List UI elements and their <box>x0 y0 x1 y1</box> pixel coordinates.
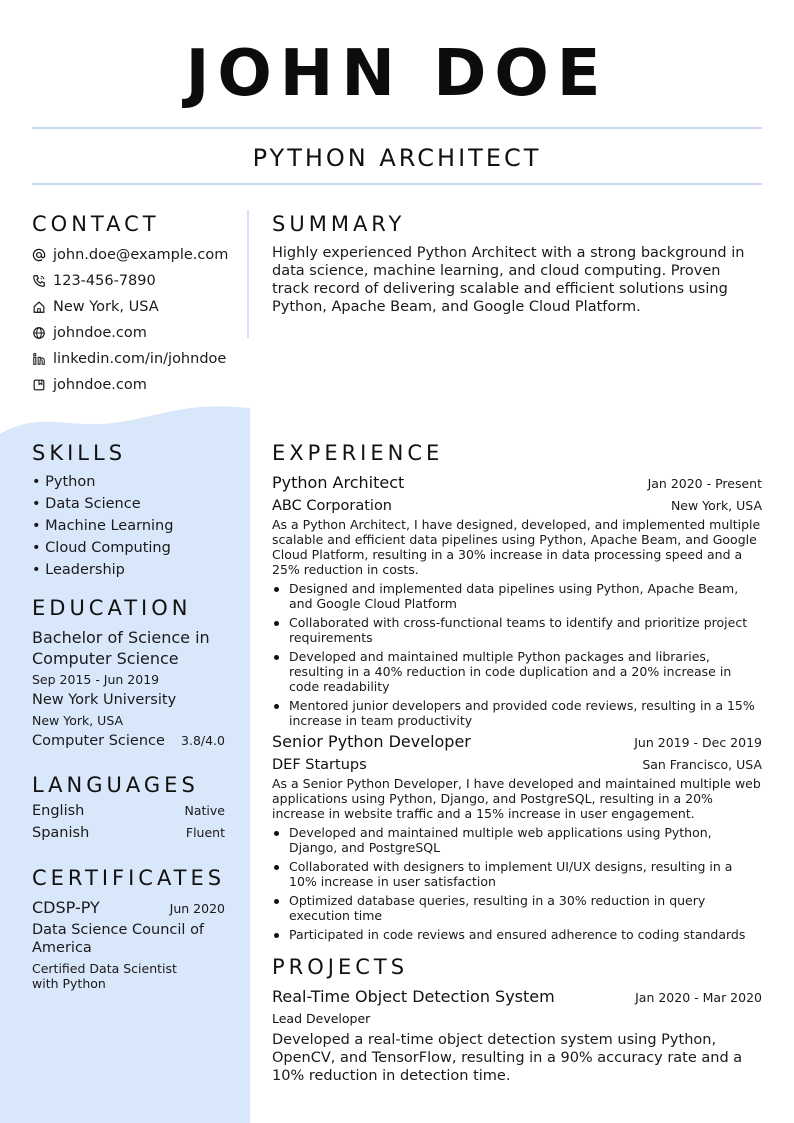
job-bullet: Developed and maintained multiple web applications using Python, Django, and PostgreSQL <box>272 825 762 855</box>
skills-list <box>32 471 242 581</box>
summary-heading: SUMMARY <box>272 212 406 236</box>
project-description: Developed a real-time object detection system using Python, OpenCV, and TensorFlow, resulting in a 90% accuracy rate and a 10% reduction in detection time. <box>272 1032 743 1084</box>
contact-website-text: johndoe.com <box>53 325 147 341</box>
contact-phone[interactable] <box>32 268 242 294</box>
job-header <box>272 472 762 494</box>
contact-portfolio[interactable] <box>32 372 242 398</box>
education-entry <box>32 627 225 749</box>
education-gpa: 3.8/4.0 <box>181 733 225 748</box>
column-divider <box>247 210 249 338</box>
skill-item: • Python <box>32 471 242 493</box>
phone-icon <box>32 274 46 288</box>
globe-icon <box>32 326 46 340</box>
education-degree: Bachelor of Science in Computer Science <box>32 628 210 668</box>
contact-website[interactable] <box>32 320 242 346</box>
contact-heading: CONTACT <box>32 212 160 236</box>
contact-location <box>32 294 242 320</box>
job-entry <box>272 472 762 732</box>
projects-heading: PROJECTS <box>272 955 409 979</box>
language-row <box>32 825 225 847</box>
job-description: As a Senior Python Developer, I have developed and maintained multiple web applications using Python, Django, and PostgreSQL, resulting in a 20% increase in website traffic and a 15% increase in user engagement. <box>272 776 761 821</box>
job-bullet: Developed and maintained multiple Python packages and libraries, resulting in a 40% reduction in code duplication and a 20% increase in code readability <box>272 649 762 694</box>
education-field: Computer Science <box>32 733 165 749</box>
experience-heading: EXPERIENCE <box>272 441 444 465</box>
project-entry <box>272 986 762 1085</box>
project-role: Lead Developer <box>272 1011 371 1026</box>
education-school: New York University <box>32 692 177 708</box>
job-bullet: Collaborated with cross-functional teams to identify and prioritize project requirements <box>272 615 762 645</box>
certificate-issuer: Data Science Council of America <box>32 922 205 956</box>
job-company: ABC Corporation <box>272 498 393 514</box>
language-name: Spanish <box>32 825 90 841</box>
job-bullet: Collaborated with designers to implement UI/UX designs, resulting in a 10% increase in user satisfaction <box>272 859 762 889</box>
job-company: DEF Startups <box>272 757 367 773</box>
header-divider-bottom <box>32 183 762 185</box>
skill-item: • Cloud Computing <box>32 537 242 559</box>
home-icon <box>32 300 46 314</box>
job-bullet: Optimized database queries, resulting in a 30% reduction in query execution time <box>272 893 762 923</box>
languages-list <box>32 803 225 847</box>
education-field-row <box>32 733 225 749</box>
job-subheader <box>272 755 762 775</box>
contact-linkedin-text: linkedin.com/in/johndoe <box>53 351 227 367</box>
education-dates: Sep 2015 - Jun 2019 <box>32 672 160 687</box>
languages-heading: LANGUAGES <box>32 773 199 797</box>
job-dates: Jan 2020 - Present <box>647 476 762 491</box>
certificate-name: CDSP-PY <box>32 898 100 917</box>
job-bullet: Participated in code reviews and ensured adherence to coding standards <box>272 927 762 942</box>
at-sign-icon <box>32 248 46 262</box>
linkedin-icon <box>32 352 46 366</box>
skills-heading: SKILLS <box>32 441 127 465</box>
language-row <box>32 803 225 825</box>
skill-item: • Machine Learning <box>32 515 242 537</box>
education-location: New York, USA <box>32 713 124 728</box>
language-level: Fluent <box>185 825 225 840</box>
job-bullets <box>272 581 762 728</box>
certificate-description: Certified Data Scientist with Python <box>32 961 177 991</box>
contact-location-text: New York, USA <box>53 299 159 315</box>
contact-email[interactable] <box>32 242 242 268</box>
skill-item: • Data Science <box>32 493 242 515</box>
contact-phone-text: 123-456-7890 <box>53 273 156 289</box>
language-level: Native <box>184 803 225 818</box>
certificate-date: Jun 2020 <box>169 901 225 916</box>
summary-text: Highly experienced Python Architect with a strong background in data science, machine learning, and cloud computing. Proven track record of delivering scalable and efficient solutions using Python, Apache Beam, and Google Cloud Platform. <box>272 245 745 315</box>
contact-email-text: john.doe@example.com <box>53 247 229 263</box>
certificates-heading: CERTIFICATES <box>32 866 226 890</box>
skill-item: • Leadership <box>32 559 242 581</box>
job-bullets <box>272 825 762 942</box>
job-location: San Francisco, USA <box>642 757 762 772</box>
job-subheader <box>272 496 762 516</box>
contact-portfolio-text: johndoe.com <box>53 377 147 393</box>
project-name: Real-Time Object Detection System <box>272 987 555 1006</box>
candidate-role: PYTHON ARCHITECT <box>252 144 542 172</box>
job-bullet: Mentored junior developers and provided code reviews, resulting in a 15% increase in team productivity <box>272 698 762 728</box>
job-description: As a Python Architect, I have designed, developed, and implemented multiple scalable and efficient data pipelines using Python, Apache Beam, and Google Cloud Platform, resulting in a 30% increase in data processing speed and a 25% reduction in costs. <box>272 517 761 577</box>
job-header <box>272 731 762 753</box>
contact-linkedin[interactable] <box>32 346 242 372</box>
job-title: Python Architect <box>272 473 405 492</box>
job-location: New York, USA <box>670 498 762 513</box>
project-dates: Jan 2020 - Mar 2020 <box>635 990 762 1005</box>
header-divider-top <box>32 127 762 129</box>
language-name: English <box>32 803 85 819</box>
project-header <box>272 986 762 1008</box>
job-bullet: Designed and implemented data pipelines using Python, Apache Beam, and Google Cloud Platform <box>272 581 762 611</box>
bookmark-card-icon <box>32 378 46 392</box>
job-dates: Jun 2019 - Dec 2019 <box>634 735 762 750</box>
job-entry <box>272 731 762 946</box>
education-heading: EDUCATION <box>32 596 192 620</box>
job-title: Senior Python Developer <box>272 732 471 751</box>
certificate-row <box>32 897 225 919</box>
certificate-entry <box>32 897 225 991</box>
contact-list <box>32 242 242 398</box>
candidate-name: JOHN DOE <box>185 37 609 111</box>
